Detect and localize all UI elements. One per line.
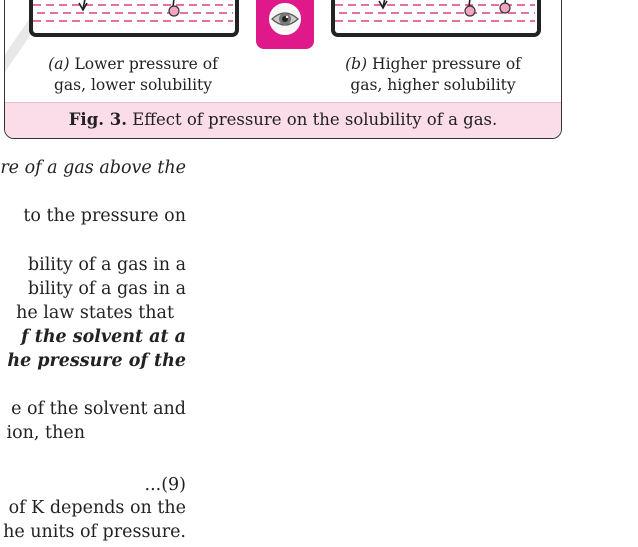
figure-number: Fig. 3. <box>68 110 127 129</box>
text-line: re of a gas above the <box>0 158 186 178</box>
equation-number: ...(9) <box>144 475 186 495</box>
liquid-particles-b <box>335 0 537 33</box>
text-line: bility of a gas in a <box>27 255 186 275</box>
text-line: to the pressure on <box>23 206 186 226</box>
text-line: ion, then <box>6 423 85 443</box>
caption-b-line2: gas, higher solubility <box>350 76 516 94</box>
caption-a-line2: gas, lower solubility <box>53 76 213 94</box>
caption-a-line1: Lower pressure of <box>74 55 218 73</box>
figure-caption-text: Effect of pressure on the solubility of a gas. <box>132 110 498 129</box>
liquid-particles-a <box>33 0 235 33</box>
eye-icon <box>267 1 303 37</box>
beaker-high-pressure <box>331 0 541 37</box>
text-line: bility of a gas in a <box>27 279 186 299</box>
text-line: e of the solvent and <box>11 399 186 419</box>
text-line: he law states that <box>16 303 174 323</box>
figure-caption <box>5 102 561 139</box>
text-line: he pressure of the <box>7 351 186 371</box>
caption-b-label: (b) <box>345 55 368 73</box>
text-line: of K depends on the <box>8 498 186 518</box>
caption-a-label: (a) <box>48 55 70 73</box>
figure-panel <box>4 0 562 139</box>
magnifier-badge <box>256 0 314 49</box>
text-line: f the solvent at a <box>21 327 186 347</box>
text-line: he units of pressure. <box>3 522 186 542</box>
caption-a <box>23 54 243 96</box>
caption-b <box>323 54 543 96</box>
beaker-low-pressure <box>29 0 239 37</box>
caption-b-line1: Higher pressure of <box>372 55 521 73</box>
